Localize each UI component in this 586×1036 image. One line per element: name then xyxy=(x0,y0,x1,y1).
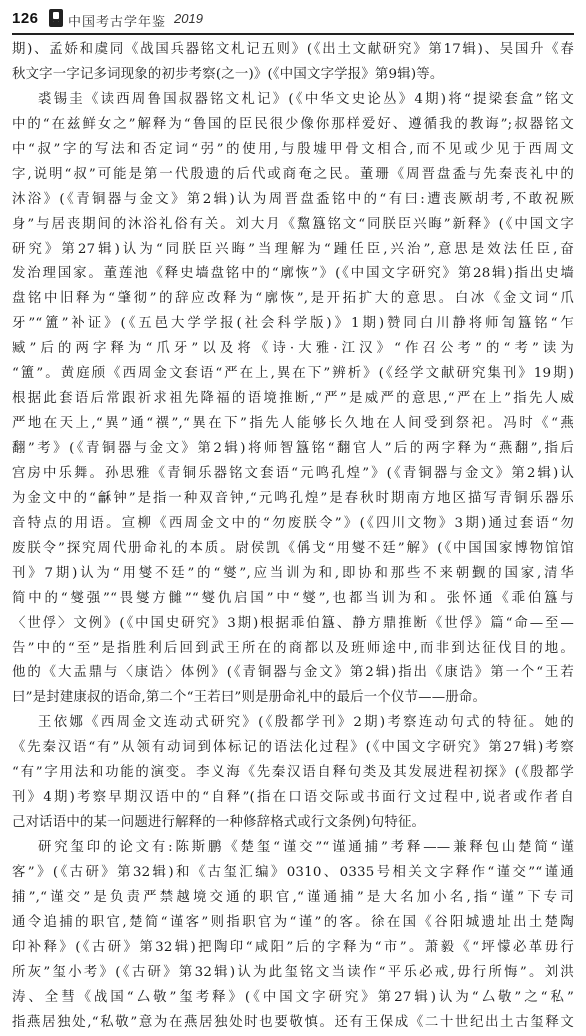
text-line: 身”与居丧期间的沐浴礼俗有关。刘大月《黧簋铭文“同朕臣兴晦”新释》(《中国文字 xyxy=(12,216,574,232)
text-line: 翻”考》(《青铜器与金文》第2辑)将师智簋铭“翻官人”后的两字释为“燕翻”,指后 xyxy=(12,441,574,456)
text-line: 秋文字一字记多词现象的初步考察(之一)》(《中国文字学报》第9辑)等。 xyxy=(12,66,444,82)
text-line: 中的“在兹鲜女之”解释为“鲁国的臣民很少像你那样爱好、遵循我的教诲”;叔器铭文 xyxy=(12,116,574,132)
page-number: 126 xyxy=(12,10,39,27)
text-line: 捕”,“谨交”是负责严禁越境交通的职官,“谨通捕”是大名加小名,指“谨”下专司 xyxy=(12,889,574,905)
text-line: 沐浴》(《青铜器与金文》第2辑)认为周晋盘盉铭中的“有曰:遭丧厥胡考,不敢祝厥 xyxy=(12,191,574,207)
text-line: 己对话语中的某一问题进行解释的一种修辞格式或行文条例)句特征。 xyxy=(12,815,426,831)
text-line: 客”》(《古研》第32辑)和《古玺汇编》0310、0335号相关文字释作“谨交”“谨通 xyxy=(12,864,574,880)
text-line: 根据此套语后常跟祈求祖先降福的语境推断,“严”是威严的意思,“严在上”指先人威 xyxy=(12,391,574,407)
text-line: 〈世俘〉文例》(《中国史研究》3期)根据乖伯簋、静方鼎推断《世俘》篇“命—至— xyxy=(12,615,574,631)
text-line: 字,说明“叔”可能是第一代殷遗的后代或商奄之民。董珊《周晋盘盉与先秦丧礼中的 xyxy=(12,166,574,182)
text-line: 宫房中乐舞。孙思雅《青铜乐器铭文套语“元鸣孔煌”》(《青铜器与金文》第2辑)认 xyxy=(12,465,574,481)
text-line: 《先秦汉语“有”从领有动词到体标记的语法化过程》(《中国文字研究》第27辑)考察 xyxy=(12,740,574,756)
text-line: 曰”是封建康叔的语命,第二个“王若曰”则是册命礼中的最后一个仪节——册命。 xyxy=(12,690,487,706)
header-year: 2019 xyxy=(174,11,203,26)
header-rule xyxy=(12,33,574,35)
text-line: 刊》4期)考察早期汉语中的“自释”(指在口语交际或书面行文过程中,说者或作者自 xyxy=(12,790,574,806)
text-line: 严地在天上,“異”通“禩”,“異在下”指先人能够长久地在人间受到祭祀。冯时《“燕 xyxy=(12,416,574,432)
text-line: 中“叔”字的写法和否定词“弜”的使用,与殷墟甲骨文相合,而不见或少见于西周文 xyxy=(12,141,574,157)
text-line: 牙”“簠”补证》(《五邑大学学报(社会科学版)》1期)赞同白川静将师訇簋铭“乍 xyxy=(12,316,574,332)
text-line: 音特点的用语。宣柳《西周金文中的“勿废朕令”》(《四川文物》3期)通过套语“勿 xyxy=(12,515,574,531)
text-line: 涛、全彗《战国“厶敬”玺考释》(《中国文字研究》第27辑)认为“厶敬”之“私” xyxy=(12,989,574,1005)
text-line: 简中的“燮强”“畏燮方雠”“燮仇启国”中“燮”,也都当训为和。张怀通《乖伯簋与 xyxy=(12,590,574,606)
text-line: “有”字用法和功能的演变。李义海《先秦汉语自释句类及其发展进程初探》(《殷都学 xyxy=(12,765,574,781)
text-line: 告”中的“至”是指胜利后回到武王所在的商都以及班师途中,而非到达征伐目的地。 xyxy=(12,640,574,656)
text-line: 刊》7期)认为“用燮不廷”的“燮”,应当训为和,即协和那些不来朝觐的国家,清华 xyxy=(12,565,574,581)
text-line: 他的《大盂鼎与〈康诰〉体例》(《青铜器与金文》第2辑)指出《康诰》第一个“王若 xyxy=(12,665,574,681)
text-line: 盘铭中旧释为“肇彻”的辞应改释为“廓恢”,是开拓扩大的意思。白冰《金文词“爪 xyxy=(12,291,574,307)
text-line: 通令追捕的职官,楚简“谨客”则指职官为“谨”的客。徐在国《谷阳城遗址出土楚陶 xyxy=(12,914,574,930)
text-line: 王依娜《西周金文连动式研究》(《殷都学刊》2期)考察连动句式的特征。她的 xyxy=(38,715,574,731)
text-line: 研究玺印的论文有:陈斯鹏《楚玺“谨交”“谨通捕”考释——兼释包山楚简“谨 xyxy=(38,840,574,855)
body-text xyxy=(12,38,574,1036)
yearbook-logo-icon xyxy=(49,9,63,27)
text-line: 印补释》(《古研》第32辑)把陶印“咸阳”后的字释为“市”。萧毅《“坪懞必革毋行 xyxy=(12,939,574,955)
text-line: 研究》第27辑)认为“同朕臣兴晦”当理解为“踵任臣,兴治”,意思是效法任臣,奋 xyxy=(12,241,574,257)
book-title: 中国考古学年鉴 xyxy=(68,15,167,30)
text-line: “簠”。黄庭颀《西周金文套语“严在上,異在下”辨析》(《经学文献研究集刊》19期) xyxy=(12,366,574,382)
text-line: 为金文中的“龢钟”是指一种双音钟,“元鸣孔煌”是春秋时期南方地区描写青铜乐器乐 xyxy=(12,490,574,506)
text-line: 发治理国家。董莲池《释史墙盘铭中的“廓恢”》(《中国文字研究》第28辑)指出史墙 xyxy=(12,266,574,282)
text-line: 废朕令”探究周代册命礼的本质。尉侯凯《偁戈“用燮不廷”解》(《中国国家博物馆馆 xyxy=(12,540,574,556)
text-line: 所灰”玺小考》(《古研》第32辑)认为此玺铭文当读作“平乐必戒,毋行所悔”。刘洪 xyxy=(12,964,574,980)
text-line: 期)、孟娇和虞同《战国兵器铭文札记五则》(《出土文献研究》第17辑)、吴国升《春 xyxy=(12,42,574,57)
text-line: 裘锡圭《读西周鲁国叔器铭文札记》(《中华文史论丛》4期)将“提梁套盒”铭文 xyxy=(38,91,574,107)
running-header xyxy=(12,8,574,32)
text-line: 臧”后的两字释为“爪牙”以及将《诗·大雅·江汉》“作召公考”的“考”读为 xyxy=(12,341,574,357)
text-line: 指燕居独处,“私敬”意为在燕居独处时也要敬慎。还有王保成《二十世纪出土古玺释文 xyxy=(12,1014,574,1030)
